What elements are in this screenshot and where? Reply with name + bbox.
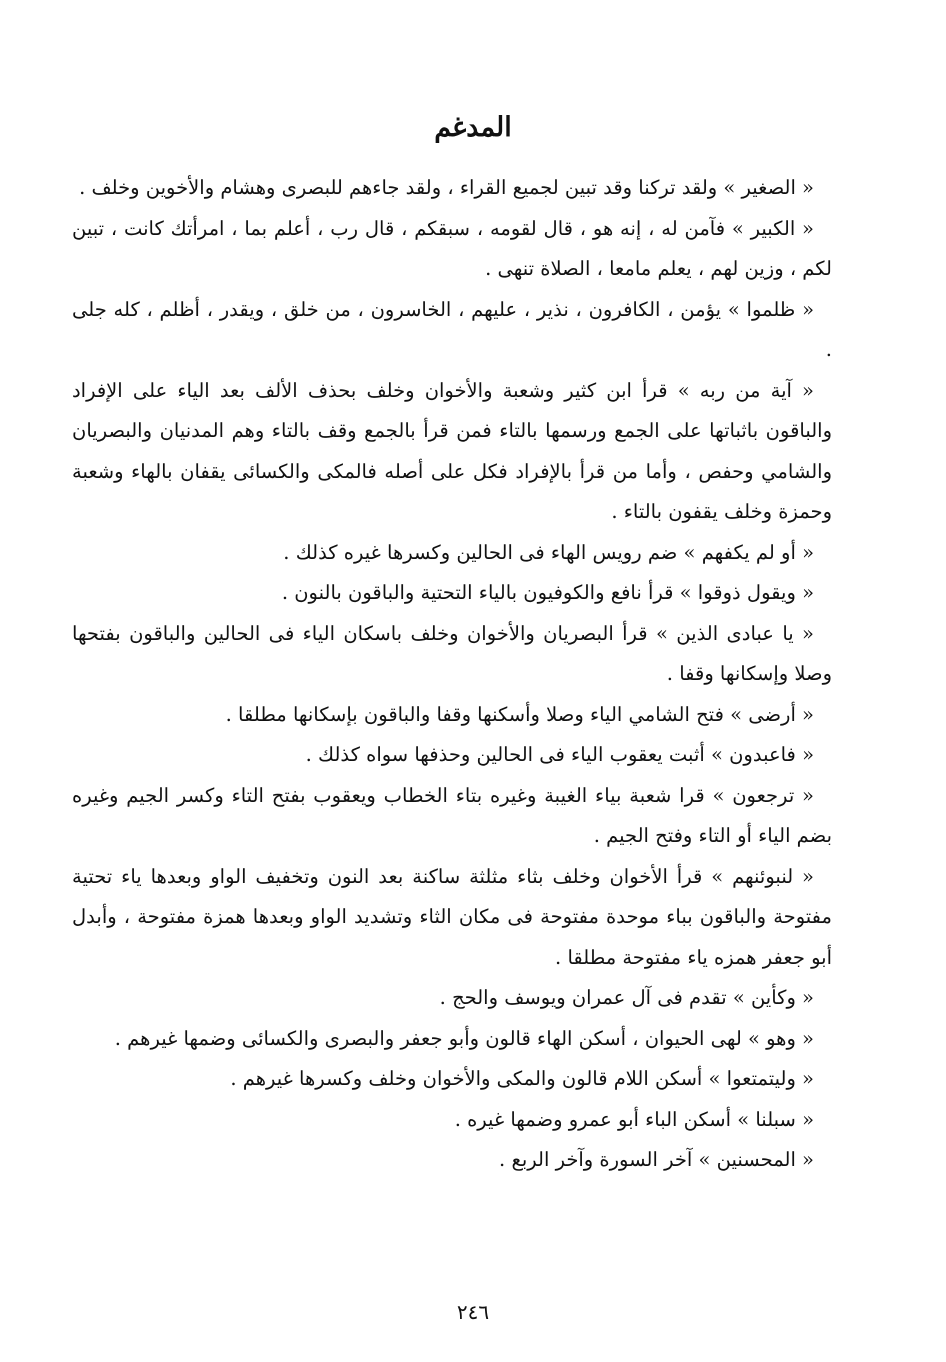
paragraph: « سبلنا » أسكن الباء أبو عمرو وضمها غيره . bbox=[454, 1107, 814, 1131]
paragraph: « ويقول ذوقوا » قرأ نافع والكوفيون بالياء التحتية والباقون بالنون . bbox=[281, 581, 814, 604]
paragraph: « ظلموا » يؤمن ، الكافرون ، نذير ، عليهم ، الخاسرون ، من خلق ، ويقدر ، أظلم ، كله جلى . bbox=[72, 297, 832, 361]
paragraph: « فاعبدون » أثبت يعقوب الياء فى الحالين وحذفها سواه كذلك . bbox=[305, 743, 814, 766]
paragraph: « وليتمتعوا » أسكن اللام قالون والمكى والأخوان وخلف وكسرها غيرهم . bbox=[230, 1067, 814, 1090]
paragraph: « وكأين » تقدم فى آل عمران ويوسف والحج . bbox=[439, 986, 814, 1009]
paragraph: « الكبير » فآمن له ، إنه هو ، قال لقومه ، سبقكم ، قال رب ، أعلم بما ، امرأتك كانت ، تبين لكم ، وزين لهم ، يعلم مامعا ، الصلاة تنهى . bbox=[72, 216, 832, 280]
paragraph: « آية من ربه » قرأ ابن كثير وشعبة والأخوان وخلف بحذف الألف بعد الياء على الإفراد والباقون باثباتها على الجمع ورسمها بالتاء فمن قرأ بالجمع وقف بالتاء وهم المدنيان والبصريان والشامي وحفص ، وأما من قرأ بالإفراد فكل على أصله فالمكى والكسائى يقفان بالهاء وشعبة وحمزة وخلف يقفون بالتاء . bbox=[72, 378, 832, 523]
paragraph: « ترجعون » قرا شعبة بياء الغيبة وغيره بتاء الخطاب ويعقوب بفتح التاء وكسر الجيم وغيره بضم الياء أو التاء وفتح الجيم . bbox=[72, 783, 832, 847]
page-number: ٢٤٦ bbox=[456, 1300, 490, 1324]
paragraph: « المحسنين » آخر السورة وآخر الربع . bbox=[499, 1148, 814, 1171]
paragraph: « أو لم يكفهم » ضم رويس الهاء فى الحالين وكسرها غيره كذلك . bbox=[283, 540, 814, 564]
page-title: المدغم bbox=[434, 112, 512, 143]
body-text bbox=[72, 168, 832, 1181]
paragraph: « أرضى » فتح الشامي الياء وصلا وأسكنها وقفا والباقون بإسكانها مطلقا . bbox=[225, 702, 814, 726]
paragraph: « وهو » لهى الحيوان ، أسكن الهاء قالون وأبو جعفر والبصرى والكسائى وضمها غيرهم . bbox=[114, 1026, 814, 1050]
paragraph: « لنبوئنهم » قرأ الأخوان وخلف بثاء مثلثة ساكنة بعد النون وتخفيف الواو وبعدها ياء تحتية مفتوحة والباقون بباء موحدة مفتوحة فى مكان الثاء وتشديد الواو وبعدها همزة مفتوحة ، وأبدل أبو جعفر همزه ياء مفتوحة مطلقا . bbox=[72, 864, 832, 969]
paragraph: « يا عبادى الذين » قرأ البصريان والأخوان وخلف باسكان الياء فى الحالين والباقون بفتحها وصلا وإسكانها وقفا . bbox=[72, 621, 832, 685]
paragraph: « الصغير » ولقد تركنا وقد تبين لجميع القراء ، ولقد جاءهم للبصرى وهشام والأخوين وخلف . bbox=[79, 176, 814, 199]
